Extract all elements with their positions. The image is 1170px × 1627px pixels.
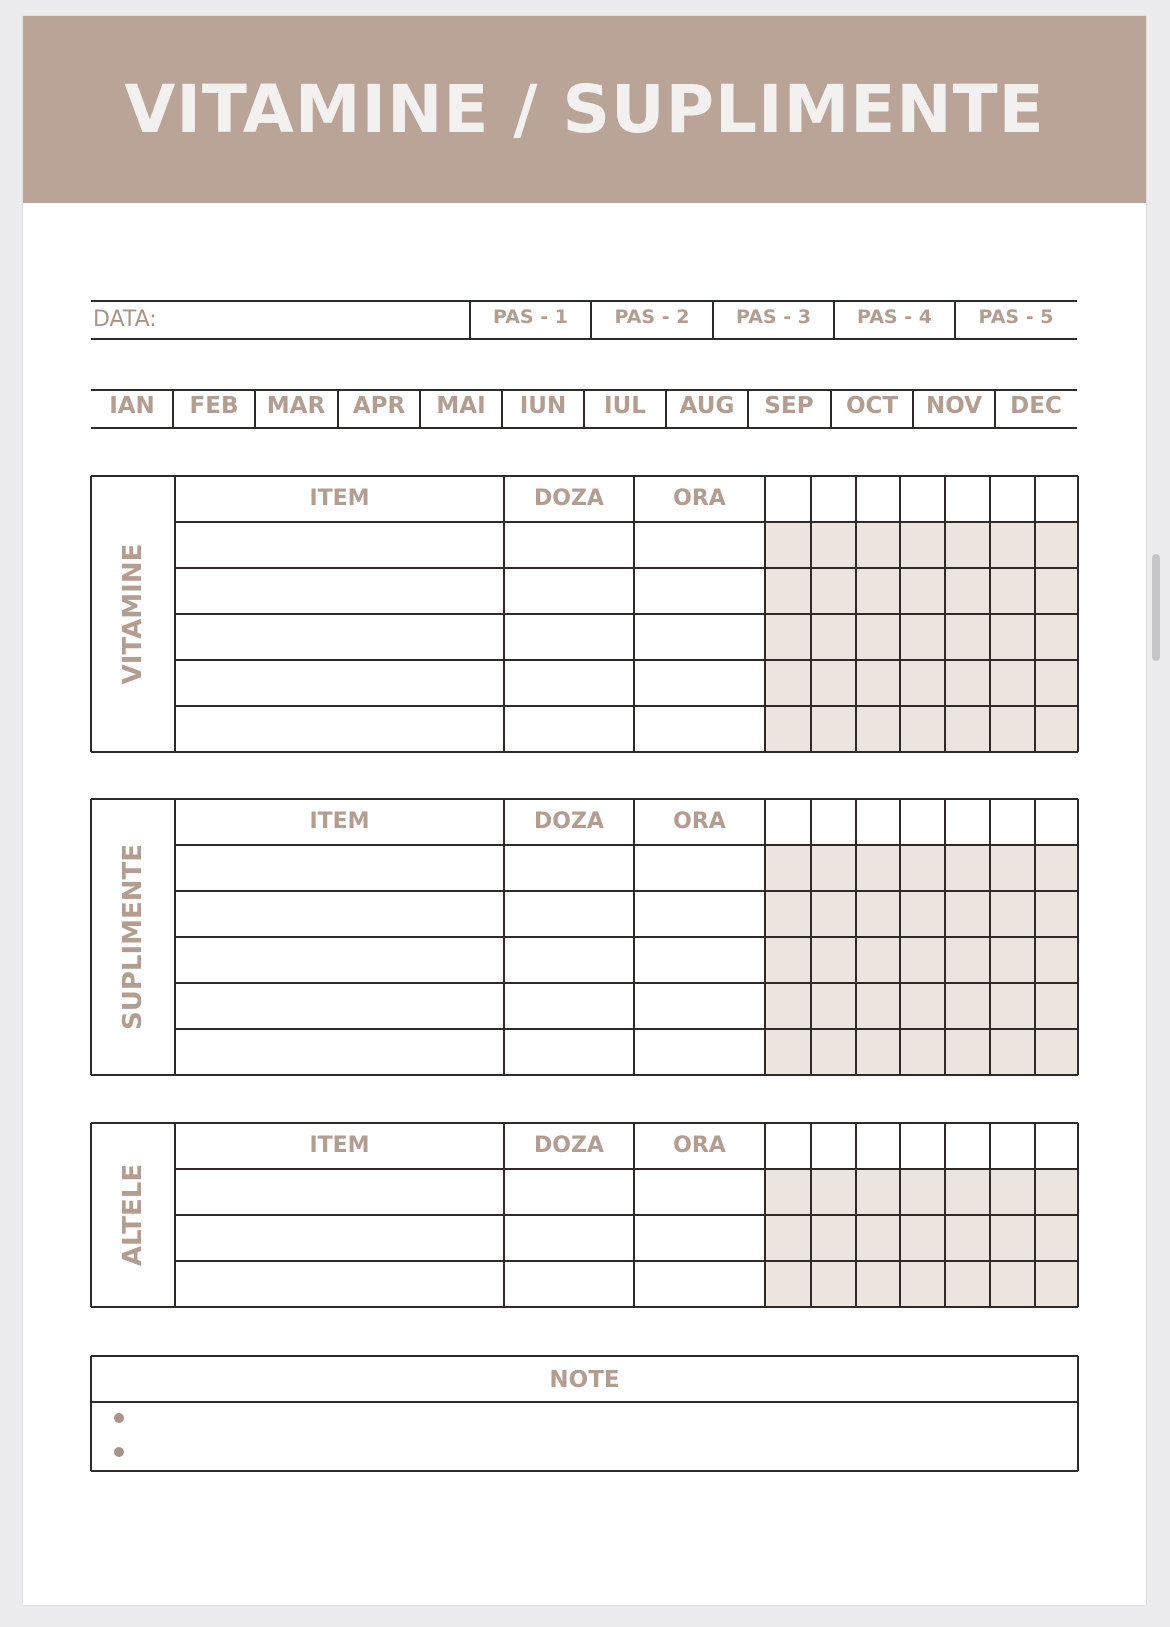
check-cell[interactable]	[990, 891, 1035, 937]
table-column-line	[1077, 1123, 1079, 1307]
check-cell[interactable]	[811, 1029, 856, 1075]
check-cell[interactable]	[765, 937, 811, 983]
date-label: DATA:	[93, 307, 157, 332]
check-cell[interactable]	[945, 568, 990, 614]
column-header-time: ORA	[673, 1133, 726, 1158]
table-row-line	[175, 1028, 1078, 1030]
month-aug[interactable]: AUG	[679, 393, 735, 419]
notes-top-line	[91, 1355, 1078, 1357]
check-cell[interactable]	[990, 1215, 1035, 1261]
check-cell[interactable]	[811, 1169, 856, 1215]
check-cell[interactable]	[990, 983, 1035, 1029]
column-header-dose: DOZA	[534, 486, 604, 511]
check-cell[interactable]	[1035, 614, 1078, 660]
check-cell[interactable]	[900, 706, 945, 752]
section-label-suplimente: SUPLIMENTE	[118, 843, 148, 1031]
check-cell[interactable]	[900, 1261, 945, 1307]
check-cell[interactable]	[1035, 1169, 1078, 1215]
table-column-line	[989, 799, 991, 1075]
column-header-time: ORA	[673, 809, 726, 834]
column-header-dose: DOZA	[534, 809, 604, 834]
table-row-line	[175, 890, 1078, 892]
table-bottom-line	[91, 1306, 1078, 1308]
check-cell[interactable]	[1035, 1261, 1078, 1307]
table-column-line	[899, 1123, 901, 1307]
check-cell[interactable]	[990, 614, 1035, 660]
table-column-line	[174, 476, 176, 752]
table-column-line	[810, 476, 812, 752]
check-cell[interactable]	[900, 660, 945, 706]
check-cell[interactable]	[1035, 845, 1078, 891]
table-column-line	[1077, 476, 1079, 752]
table-column-line	[944, 476, 946, 752]
step-label[interactable]: PAS - 1	[493, 306, 568, 328]
check-cell[interactable]	[1035, 1029, 1078, 1075]
month-sep[interactable]: SEP	[764, 393, 814, 419]
table-column-line	[855, 799, 857, 1075]
check-cell[interactable]	[811, 614, 856, 660]
check-cell[interactable]	[811, 706, 856, 752]
table-bottom-line	[91, 1074, 1078, 1076]
section-label-vitamine: VITAMINE	[118, 543, 148, 685]
check-cell[interactable]	[856, 937, 900, 983]
check-cell[interactable]	[900, 983, 945, 1029]
check-cell[interactable]	[811, 891, 856, 937]
check-cell[interactable]	[1035, 1215, 1078, 1261]
check-cell[interactable]	[811, 1261, 856, 1307]
title-banner	[23, 16, 1146, 203]
check-cell[interactable]	[856, 983, 900, 1029]
check-cell[interactable]	[900, 845, 945, 891]
month-ian[interactable]: IAN	[109, 393, 155, 419]
check-cell[interactable]	[990, 845, 1035, 891]
table-column-line	[503, 476, 505, 752]
table-row-line	[175, 1260, 1078, 1262]
check-cell[interactable]	[765, 1215, 811, 1261]
check-cell[interactable]	[900, 568, 945, 614]
table-column-line	[633, 799, 635, 1075]
table-column-line	[174, 799, 176, 1075]
check-cell[interactable]	[1035, 660, 1078, 706]
check-cell[interactable]	[811, 983, 856, 1029]
month-iul[interactable]: IUL	[604, 393, 646, 419]
column-header-dose: DOZA	[534, 1133, 604, 1158]
check-cell[interactable]	[900, 937, 945, 983]
check-cell[interactable]	[945, 983, 990, 1029]
table-row-line	[175, 567, 1078, 569]
table-top-line	[91, 798, 1078, 800]
table-column-line	[1034, 476, 1036, 752]
check-cell[interactable]	[1035, 706, 1078, 752]
check-cell[interactable]	[765, 1169, 811, 1215]
table-column-line	[989, 476, 991, 752]
table-column-line	[633, 476, 635, 752]
check-cell[interactable]	[765, 845, 811, 891]
month-iun[interactable]: IUN	[519, 393, 567, 419]
table-column-line	[503, 799, 505, 1075]
column-header-item: ITEM	[309, 809, 370, 834]
month-feb[interactable]: FEB	[189, 393, 239, 419]
check-cell[interactable]	[1035, 891, 1078, 937]
check-cell[interactable]	[856, 568, 900, 614]
check-cell[interactable]	[856, 706, 900, 752]
check-cell[interactable]	[945, 845, 990, 891]
table-column-line	[90, 1123, 92, 1307]
check-cell[interactable]	[945, 614, 990, 660]
check-cell[interactable]	[811, 845, 856, 891]
check-cell[interactable]	[856, 891, 900, 937]
check-cell[interactable]	[811, 937, 856, 983]
step-label[interactable]: PAS - 5	[978, 306, 1054, 328]
table-column-line	[1034, 1123, 1036, 1307]
table-column-line	[764, 476, 766, 752]
check-cell[interactable]	[945, 1169, 990, 1215]
check-cell[interactable]	[765, 1261, 811, 1307]
check-cell[interactable]	[990, 1029, 1035, 1075]
column-header-time: ORA	[673, 486, 726, 511]
table-row-line	[175, 659, 1078, 661]
table-row-line	[175, 844, 1078, 846]
note-bullet[interactable]	[114, 1413, 124, 1423]
check-cell[interactable]	[945, 1261, 990, 1307]
check-cell[interactable]	[990, 937, 1035, 983]
column-header-item: ITEM	[309, 486, 370, 511]
table-row-line	[175, 613, 1078, 615]
table-row-line	[175, 1168, 1078, 1170]
table-column-line	[989, 1123, 991, 1307]
month-dec[interactable]: DEC	[1010, 393, 1062, 419]
check-cell[interactable]	[945, 1215, 990, 1261]
table-bottom-line	[91, 751, 1078, 753]
check-cell[interactable]	[1035, 983, 1078, 1029]
step-label[interactable]: PAS - 3	[736, 306, 811, 328]
notes-bottom-line	[91, 1470, 1078, 1472]
check-cell[interactable]	[765, 891, 811, 937]
check-cell[interactable]	[765, 568, 811, 614]
table-column-line	[810, 799, 812, 1075]
check-cell[interactable]	[900, 522, 945, 568]
table-column-line	[899, 476, 901, 752]
table-column-line	[899, 799, 901, 1075]
check-cell[interactable]	[900, 891, 945, 937]
table-row-line	[175, 982, 1078, 984]
table-column-line	[90, 476, 92, 752]
check-cell[interactable]	[990, 1261, 1035, 1307]
check-cell[interactable]	[945, 937, 990, 983]
column-header-item: ITEM	[309, 1133, 370, 1158]
check-cell[interactable]	[856, 1261, 900, 1307]
check-cell[interactable]	[900, 1169, 945, 1215]
table-column-line	[944, 799, 946, 1075]
check-cell[interactable]	[990, 522, 1035, 568]
check-cell[interactable]	[856, 614, 900, 660]
check-cell[interactable]	[765, 1029, 811, 1075]
table-column-line	[764, 799, 766, 1075]
month-apr[interactable]: APR	[352, 393, 406, 419]
table-column-line	[810, 1123, 812, 1307]
check-cell[interactable]	[811, 522, 856, 568]
date-row-top-line	[91, 300, 1077, 302]
step-label[interactable]: PAS - 2	[614, 306, 690, 328]
check-cell[interactable]	[765, 660, 811, 706]
table-row-line	[175, 936, 1078, 938]
check-cell[interactable]	[990, 568, 1035, 614]
check-cell[interactable]	[856, 1215, 900, 1261]
check-cell[interactable]	[945, 522, 990, 568]
check-cell[interactable]	[990, 660, 1035, 706]
check-cell[interactable]	[765, 706, 811, 752]
month-mar[interactable]: MAR	[266, 393, 326, 419]
scrollbar-thumb[interactable]	[1152, 554, 1160, 661]
check-cell[interactable]	[945, 660, 990, 706]
table-column-line	[1034, 799, 1036, 1075]
check-cell[interactable]	[765, 983, 811, 1029]
table-row-line	[175, 705, 1078, 707]
check-cell[interactable]	[811, 660, 856, 706]
note-bullet[interactable]	[114, 1447, 124, 1457]
check-cell[interactable]	[856, 845, 900, 891]
table-column-line	[1077, 799, 1079, 1075]
table-top-line	[91, 1122, 1078, 1124]
check-cell[interactable]	[811, 1215, 856, 1261]
check-cell[interactable]	[856, 1169, 900, 1215]
check-cell[interactable]	[945, 1029, 990, 1075]
check-cell[interactable]	[900, 1215, 945, 1261]
check-cell[interactable]	[990, 706, 1035, 752]
check-cell[interactable]	[856, 522, 900, 568]
check-cell[interactable]	[945, 891, 990, 937]
check-cell[interactable]	[900, 614, 945, 660]
step-label[interactable]: PAS - 4	[857, 306, 932, 328]
check-cell[interactable]	[1035, 522, 1078, 568]
check-cell[interactable]	[856, 1029, 900, 1075]
month-mai[interactable]: MAI	[436, 393, 486, 419]
table-column-line	[90, 799, 92, 1075]
check-cell[interactable]	[811, 568, 856, 614]
notes-title: NOTE	[549, 1367, 620, 1393]
month-nov[interactable]: NOV	[926, 393, 982, 419]
check-cell[interactable]	[1035, 568, 1078, 614]
table-column-line	[855, 476, 857, 752]
table-top-line	[91, 475, 1078, 477]
table-row-line	[175, 1214, 1078, 1216]
check-cell[interactable]	[990, 1169, 1035, 1215]
page-title: VITAMINE / SUPLIMENTE	[124, 71, 1045, 148]
table-column-line	[944, 1123, 946, 1307]
month-oct[interactable]: OCT	[845, 393, 899, 419]
section-label-altele: ALTELE	[118, 1163, 148, 1267]
check-cell[interactable]	[900, 1029, 945, 1075]
check-cell[interactable]	[1035, 937, 1078, 983]
notes-header-line	[91, 1401, 1078, 1403]
check-cell[interactable]	[945, 706, 990, 752]
date-row-bottom-line	[91, 338, 1077, 340]
table-row-line	[175, 521, 1078, 523]
table-column-line	[855, 1123, 857, 1307]
check-cell[interactable]	[856, 660, 900, 706]
check-cell[interactable]	[765, 522, 811, 568]
check-cell[interactable]	[765, 614, 811, 660]
